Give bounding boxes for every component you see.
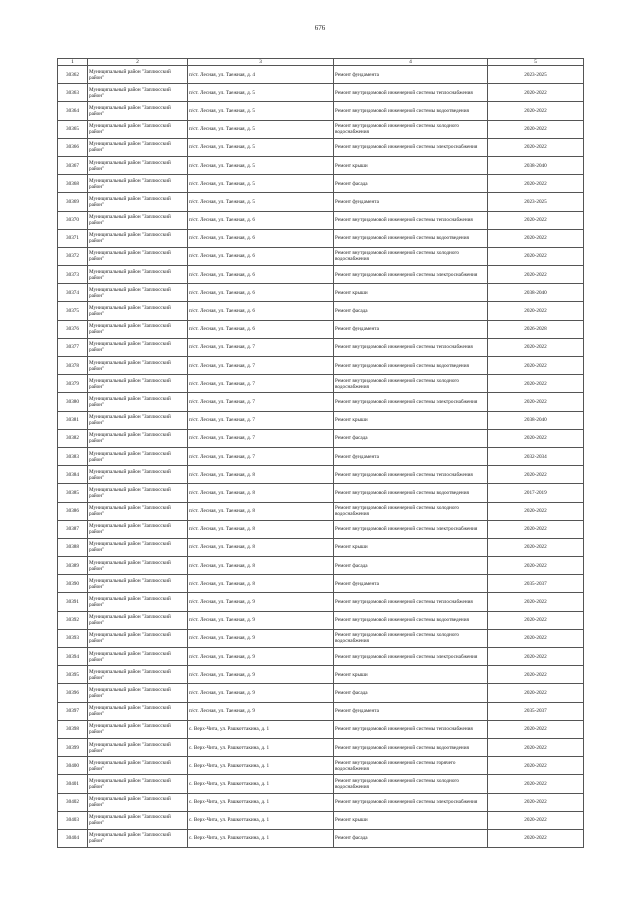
row-number-cell: 30370: [58, 211, 88, 229]
municipality-cell: Муниципальный район "Заплюсский район": [88, 757, 188, 775]
work-type-cell: Ремонт внутридомовой инженерной системы холодного водоснабжения: [334, 375, 488, 393]
address-cell: п/ст. Лесная, ул. Таежная, д. 5: [188, 84, 334, 102]
table-row: [58, 520, 584, 538]
work-type-cell: Ремонт крыши: [334, 666, 488, 684]
period-cell: 2020-2022: [488, 175, 584, 193]
address-cell: п/ст. Лесная, ул. Таежная, д. 6: [188, 247, 334, 265]
period-cell: 2020-2022: [488, 593, 584, 611]
address-cell: п/ст. Лесная, ул. Таежная, д. 8: [188, 466, 334, 484]
table-row: [58, 102, 584, 120]
work-type-cell: Ремонт фундамента: [334, 66, 488, 84]
row-number-cell: 30379: [58, 375, 88, 393]
work-type-cell: Ремонт внутридомовой инженерной системы водоотведения: [334, 102, 488, 120]
period-cell: 2020-2022: [488, 811, 584, 829]
row-number-cell: 30371: [58, 229, 88, 247]
period-cell: 2020-2022: [488, 302, 584, 320]
work-type-cell: Ремонт внутридомовой инженерной системы холодного водоснабжения: [334, 120, 488, 138]
period-cell: 2020-2022: [488, 138, 584, 156]
row-number-cell: 30383: [58, 447, 88, 465]
municipality-cell: Муниципальный район "Заплюсский район": [88, 193, 188, 211]
table-row: [58, 429, 584, 447]
address-cell: п/ст. Лесная, ул. Таежная, д. 6: [188, 302, 334, 320]
period-cell: 2035-2037: [488, 702, 584, 720]
period-cell: 2026-2028: [488, 320, 584, 338]
row-number-cell: 30373: [58, 266, 88, 284]
address-cell: с. Верх-Чита, ул. Рашкоттакина, д. 1: [188, 829, 334, 847]
address-cell: п/ст. Лесная, ул. Таежная, д. 7: [188, 429, 334, 447]
work-type-cell: Ремонт внутридомовой инженерной системы водоотведения: [334, 611, 488, 629]
period-cell: 2020-2022: [488, 684, 584, 702]
address-cell: п/ст. Лесная, ул. Таежная, д. 8: [188, 557, 334, 575]
municipality-cell: Муниципальный район "Заплюсский район": [88, 447, 188, 465]
period-cell: 2020-2022: [488, 502, 584, 520]
work-type-cell: Ремонт внутридомовой инженерной системы теплоснабжения: [334, 593, 488, 611]
table-row: [58, 411, 584, 429]
work-type-cell: Ремонт крыши: [334, 284, 488, 302]
row-number-cell: 30391: [58, 593, 88, 611]
address-cell: с. Верх-Чита, ул. Рашкоттакина, д. 1: [188, 793, 334, 811]
municipality-cell: Муниципальный район "Заплюсский район": [88, 829, 188, 847]
address-cell: с. Верх-Чита, ул. Рашкоттакина, д. 1: [188, 757, 334, 775]
row-number-cell: 30369: [58, 193, 88, 211]
table-row: [58, 320, 584, 338]
table-row: [58, 393, 584, 411]
row-number-cell: 30390: [58, 575, 88, 593]
table-row: [58, 484, 584, 502]
row-number-cell: 30378: [58, 357, 88, 375]
municipality-cell: Муниципальный район "Заплюсский район": [88, 538, 188, 556]
row-number-cell: 30393: [58, 629, 88, 647]
address-cell: п/ст. Лесная, ул. Таежная, д. 5: [188, 156, 334, 174]
row-number-cell: 30402: [58, 793, 88, 811]
row-number-cell: 30366: [58, 138, 88, 156]
table-row: [58, 357, 584, 375]
municipality-cell: Муниципальный район "Заплюсский район": [88, 502, 188, 520]
municipality-cell: Муниципальный район "Заплюсский район": [88, 811, 188, 829]
work-type-cell: Ремонт внутридомовой инженерной системы горячего водоснабжения: [334, 757, 488, 775]
table-row: [58, 720, 584, 738]
period-cell: 2038-2040: [488, 284, 584, 302]
address-cell: п/ст. Лесная, ул. Таежная, д. 9: [188, 593, 334, 611]
row-number-cell: 30381: [58, 411, 88, 429]
address-cell: п/ст. Лесная, ул. Таежная, д. 7: [188, 338, 334, 356]
address-cell: с. Верх-Чита, ул. Рашкоттакина, д. 1: [188, 811, 334, 829]
table-row: [58, 84, 584, 102]
municipality-cell: Муниципальный район "Заплюсский район": [88, 102, 188, 120]
row-number-cell: 30397: [58, 702, 88, 720]
period-cell: 2020-2022: [488, 538, 584, 556]
work-type-cell: Ремонт фундамента: [334, 193, 488, 211]
address-cell: п/ст. Лесная, ул. Таежная, д. 4: [188, 66, 334, 84]
row-number-cell: 30365: [58, 120, 88, 138]
municipality-cell: Муниципальный район "Заплюсский район": [88, 684, 188, 702]
row-number-cell: 30394: [58, 648, 88, 666]
municipality-cell: Муниципальный район "Заплюсский район": [88, 393, 188, 411]
row-number-cell: 30380: [58, 393, 88, 411]
address-cell: п/ст. Лесная, ул. Таежная, д. 8: [188, 538, 334, 556]
header-cell: 4: [334, 59, 488, 66]
address-cell: п/ст. Лесная, ул. Таежная, д. 5: [188, 102, 334, 120]
period-cell: 2020-2022: [488, 84, 584, 102]
table-row: [58, 156, 584, 174]
address-cell: п/ст. Лесная, ул. Таежная, д. 6: [188, 211, 334, 229]
table-row: [58, 193, 584, 211]
table-row: [58, 284, 584, 302]
period-cell: 2020-2022: [488, 466, 584, 484]
address-cell: с. Верх-Чита, ул. Рашкоттакина, д. 1: [188, 738, 334, 756]
municipality-cell: Муниципальный район "Заплюсский район": [88, 629, 188, 647]
municipality-cell: Муниципальный район "Заплюсский район": [88, 84, 188, 102]
period-cell: 2017-2019: [488, 484, 584, 502]
header-cell: 3: [188, 59, 334, 66]
work-type-cell: Ремонт внутридомовой инженерной системы электроснабжения: [334, 393, 488, 411]
table-row: [58, 757, 584, 775]
row-number-cell: 30400: [58, 757, 88, 775]
table-row: [58, 593, 584, 611]
work-type-cell: Ремонт внутридомовой инженерной системы водоотведения: [334, 738, 488, 756]
work-type-cell: Ремонт фундамента: [334, 702, 488, 720]
table-row: [58, 738, 584, 756]
address-cell: п/ст. Лесная, ул. Таежная, д. 8: [188, 484, 334, 502]
work-type-cell: Ремонт внутридомовой инженерной системы теплоснабжения: [334, 211, 488, 229]
table-body: [58, 66, 584, 848]
period-cell: 2020-2022: [488, 793, 584, 811]
table-row: [58, 375, 584, 393]
municipality-cell: Муниципальный район "Заплюсский район": [88, 648, 188, 666]
period-cell: 2020-2022: [488, 338, 584, 356]
table-row: [58, 575, 584, 593]
table-row: [58, 302, 584, 320]
municipality-cell: Муниципальный район "Заплюсский район": [88, 66, 188, 84]
work-type-cell: Ремонт фундамента: [334, 320, 488, 338]
row-number-cell: 30362: [58, 66, 88, 84]
work-type-cell: Ремонт внутридомовой инженерной системы водоотведения: [334, 229, 488, 247]
work-type-cell: Ремонт внутридомовой инженерной системы электроснабжения: [334, 648, 488, 666]
address-cell: п/ст. Лесная, ул. Таежная, д. 7: [188, 375, 334, 393]
row-number-cell: 30387: [58, 520, 88, 538]
municipality-cell: Муниципальный район "Заплюсский район": [88, 484, 188, 502]
period-cell: 2023-2025: [488, 66, 584, 84]
address-cell: п/ст. Лесная, ул. Таежная, д. 7: [188, 393, 334, 411]
row-number-cell: 30389: [58, 557, 88, 575]
work-type-cell: Ремонт крыши: [334, 156, 488, 174]
page-number: 676: [314, 24, 326, 32]
table-row: [58, 629, 584, 647]
municipality-cell: Муниципальный район "Заплюсский район": [88, 720, 188, 738]
municipality-cell: Муниципальный район "Заплюсский район": [88, 320, 188, 338]
municipality-cell: Муниципальный район "Заплюсский район": [88, 738, 188, 756]
header-cell: 1: [58, 59, 88, 66]
register-table: [57, 58, 584, 848]
table-row: [58, 175, 584, 193]
row-number-cell: 30375: [58, 302, 88, 320]
period-cell: 2020-2022: [488, 666, 584, 684]
work-type-cell: Ремонт внутридомовой инженерной системы теплоснабжения: [334, 84, 488, 102]
period-cell: 2020-2022: [488, 357, 584, 375]
period-cell: 2020-2022: [488, 720, 584, 738]
work-type-cell: Ремонт внутридомовой инженерной системы электроснабжения: [334, 520, 488, 538]
address-cell: п/ст. Лесная, ул. Таежная, д. 8: [188, 502, 334, 520]
row-number-cell: 30395: [58, 666, 88, 684]
municipality-cell: Муниципальный район "Заплюсский район": [88, 120, 188, 138]
header-cell: 5: [488, 59, 584, 66]
period-cell: 2020-2022: [488, 648, 584, 666]
municipality-cell: Муниципальный район "Заплюсский район": [88, 302, 188, 320]
work-type-cell: Ремонт внутридомовой инженерной системы теплоснабжения: [334, 338, 488, 356]
table-row: [58, 611, 584, 629]
row-number-cell: 30385: [58, 484, 88, 502]
period-cell: 2020-2022: [488, 247, 584, 265]
row-number-cell: 30376: [58, 320, 88, 338]
address-cell: п/ст. Лесная, ул. Таежная, д. 6: [188, 229, 334, 247]
table-row: [58, 648, 584, 666]
municipality-cell: Муниципальный район "Заплюсский район": [88, 211, 188, 229]
municipality-cell: Муниципальный район "Заплюсский район": [88, 702, 188, 720]
period-cell: 2020-2022: [488, 611, 584, 629]
work-type-cell: Ремонт внутридомовой инженерной системы холодного водоснабжения: [334, 775, 488, 793]
row-number-cell: 30396: [58, 684, 88, 702]
municipality-cell: Муниципальный район "Заплюсский район": [88, 793, 188, 811]
address-cell: п/ст. Лесная, ул. Таежная, д. 8: [188, 520, 334, 538]
row-number-cell: 30403: [58, 811, 88, 829]
table-row: [58, 229, 584, 247]
municipality-cell: Муниципальный район "Заплюсский район": [88, 138, 188, 156]
period-cell: 2020-2022: [488, 266, 584, 284]
municipality-cell: Муниципальный район "Заплюсский район": [88, 593, 188, 611]
work-type-cell: Ремонт внутридомовой инженерной системы водоотведения: [334, 484, 488, 502]
work-type-cell: Ремонт внутридомовой инженерной системы теплоснабжения: [334, 466, 488, 484]
address-cell: п/ст. Лесная, ул. Таежная, д. 8: [188, 575, 334, 593]
work-type-cell: Ремонт фасада: [334, 557, 488, 575]
work-type-cell: Ремонт внутридомовой инженерной системы водоотведения: [334, 357, 488, 375]
row-number-cell: 30363: [58, 84, 88, 102]
work-type-cell: Ремонт крыши: [334, 411, 488, 429]
period-cell: 2020-2022: [488, 557, 584, 575]
row-number-cell: 30388: [58, 538, 88, 556]
period-cell: 2020-2022: [488, 738, 584, 756]
period-cell: 2035-2037: [488, 575, 584, 593]
period-cell: 2020-2022: [488, 520, 584, 538]
row-number-cell: 30367: [58, 156, 88, 174]
table-row: [58, 66, 584, 84]
municipality-cell: Муниципальный район "Заплюсский район": [88, 411, 188, 429]
work-type-cell: Ремонт фундамента: [334, 575, 488, 593]
row-number-cell: 30377: [58, 338, 88, 356]
table-row: [58, 247, 584, 265]
table-row: [58, 684, 584, 702]
table-row: [58, 557, 584, 575]
address-cell: п/ст. Лесная, ул. Таежная, д. 5: [188, 175, 334, 193]
municipality-cell: Муниципальный район "Заплюсский район": [88, 357, 188, 375]
municipality-cell: Муниципальный район "Заплюсский район": [88, 156, 188, 174]
address-cell: с. Верх-Чита, ул. Рашкоттакина, д. 1: [188, 720, 334, 738]
address-cell: п/ст. Лесная, ул. Таежная, д. 5: [188, 120, 334, 138]
header-row: [58, 59, 584, 66]
work-type-cell: Ремонт внутридомовой инженерной системы теплоснабжения: [334, 720, 488, 738]
address-cell: п/ст. Лесная, ул. Таежная, д. 6: [188, 320, 334, 338]
work-type-cell: Ремонт крыши: [334, 538, 488, 556]
row-number-cell: 30404: [58, 829, 88, 847]
municipality-cell: Муниципальный район "Заплюсский район": [88, 247, 188, 265]
work-type-cell: Ремонт фасада: [334, 684, 488, 702]
period-cell: 2020-2022: [488, 393, 584, 411]
period-cell: 2020-2022: [488, 229, 584, 247]
table-row: [58, 338, 584, 356]
address-cell: п/ст. Лесная, ул. Таежная, д. 7: [188, 411, 334, 429]
municipality-cell: Муниципальный район "Заплюсский район": [88, 611, 188, 629]
row-number-cell: 30399: [58, 738, 88, 756]
work-type-cell: Ремонт фасада: [334, 829, 488, 847]
period-cell: 2038-2040: [488, 156, 584, 174]
municipality-cell: Муниципальный район "Заплюсский район": [88, 575, 188, 593]
work-type-cell: Ремонт фундамента: [334, 447, 488, 465]
work-type-cell: Ремонт фасада: [334, 175, 488, 193]
address-cell: п/ст. Лесная, ул. Таежная, д. 9: [188, 629, 334, 647]
work-type-cell: Ремонт внутридомовой инженерной системы холодного водоснабжения: [334, 247, 488, 265]
address-cell: п/ст. Лесная, ул. Таежная, д. 7: [188, 357, 334, 375]
period-cell: 2020-2022: [488, 102, 584, 120]
table-row: [58, 775, 584, 793]
period-cell: 2023-2025: [488, 193, 584, 211]
address-cell: п/ст. Лесная, ул. Таежная, д. 6: [188, 266, 334, 284]
row-number-cell: 30392: [58, 611, 88, 629]
period-cell: 2020-2022: [488, 211, 584, 229]
period-cell: 2020-2022: [488, 829, 584, 847]
period-cell: 2020-2022: [488, 375, 584, 393]
row-number-cell: 30398: [58, 720, 88, 738]
row-number-cell: 30368: [58, 175, 88, 193]
row-number-cell: 30382: [58, 429, 88, 447]
table-row: [58, 120, 584, 138]
row-number-cell: 30401: [58, 775, 88, 793]
table-row: [58, 138, 584, 156]
table-row: [58, 466, 584, 484]
period-cell: 2020-2022: [488, 120, 584, 138]
municipality-cell: Муниципальный район "Заплюсский район": [88, 557, 188, 575]
period-cell: 2020-2022: [488, 429, 584, 447]
work-type-cell: Ремонт фасада: [334, 429, 488, 447]
work-type-cell: Ремонт внутридомовой инженерной системы электроснабжения: [334, 793, 488, 811]
address-cell: п/ст. Лесная, ул. Таежная, д. 7: [188, 447, 334, 465]
municipality-cell: Муниципальный район "Заплюсский район": [88, 175, 188, 193]
municipality-cell: Муниципальный район "Заплюсский район": [88, 775, 188, 793]
table-row: [58, 702, 584, 720]
table-row: [58, 447, 584, 465]
table-row: [58, 538, 584, 556]
row-number-cell: 30374: [58, 284, 88, 302]
row-number-cell: 30386: [58, 502, 88, 520]
table-row: [58, 829, 584, 847]
municipality-cell: Муниципальный район "Заплюсский район": [88, 284, 188, 302]
table-row: [58, 211, 584, 229]
municipality-cell: Муниципальный район "Заплюсский район": [88, 229, 188, 247]
address-cell: с. Верх-Чита, ул. Рашкоттакина, д. 1: [188, 775, 334, 793]
work-type-cell: Ремонт внутридомовой инженерной системы холодного водоснабжения: [334, 502, 488, 520]
work-type-cell: Ремонт внутридомовой инженерной системы холодного водоснабжения: [334, 629, 488, 647]
table-row: [58, 811, 584, 829]
period-cell: 2020-2022: [488, 629, 584, 647]
period-cell: 2020-2022: [488, 757, 584, 775]
municipality-cell: Муниципальный район "Заплюсский район": [88, 520, 188, 538]
header-cell: 2: [88, 59, 188, 66]
municipality-cell: Муниципальный район "Заплюсский район": [88, 338, 188, 356]
table-row: [58, 266, 584, 284]
address-cell: п/ст. Лесная, ул. Таежная, д. 9: [188, 684, 334, 702]
address-cell: п/ст. Лесная, ул. Таежная, д. 5: [188, 193, 334, 211]
work-type-cell: Ремонт крыши: [334, 811, 488, 829]
address-cell: п/ст. Лесная, ул. Таежная, д. 9: [188, 648, 334, 666]
row-number-cell: 30372: [58, 247, 88, 265]
period-cell: 2032-2034: [488, 447, 584, 465]
table-row: [58, 502, 584, 520]
address-cell: п/ст. Лесная, ул. Таежная, д. 9: [188, 666, 334, 684]
municipality-cell: Муниципальный район "Заплюсский район": [88, 429, 188, 447]
period-cell: 2020-2022: [488, 775, 584, 793]
work-type-cell: Ремонт внутридомовой инженерной системы электроснабжения: [334, 266, 488, 284]
address-cell: п/ст. Лесная, ул. Таежная, д. 9: [188, 702, 334, 720]
address-cell: п/ст. Лесная, ул. Таежная, д. 5: [188, 138, 334, 156]
municipality-cell: Муниципальный район "Заплюсский район": [88, 666, 188, 684]
municipality-cell: Муниципальный район "Заплюсский район": [88, 375, 188, 393]
row-number-cell: 30384: [58, 466, 88, 484]
table-row: [58, 666, 584, 684]
work-type-cell: Ремонт внутридомовой инженерной системы электроснабжения: [334, 138, 488, 156]
table-row: [58, 793, 584, 811]
period-cell: 2038-2040: [488, 411, 584, 429]
row-number-cell: 30364: [58, 102, 88, 120]
address-cell: п/ст. Лесная, ул. Таежная, д. 9: [188, 611, 334, 629]
work-type-cell: Ремонт фасада: [334, 302, 488, 320]
municipality-cell: Муниципальный район "Заплюсский район": [88, 266, 188, 284]
municipality-cell: Муниципальный район "Заплюсский район": [88, 466, 188, 484]
address-cell: п/ст. Лесная, ул. Таежная, д. 6: [188, 284, 334, 302]
